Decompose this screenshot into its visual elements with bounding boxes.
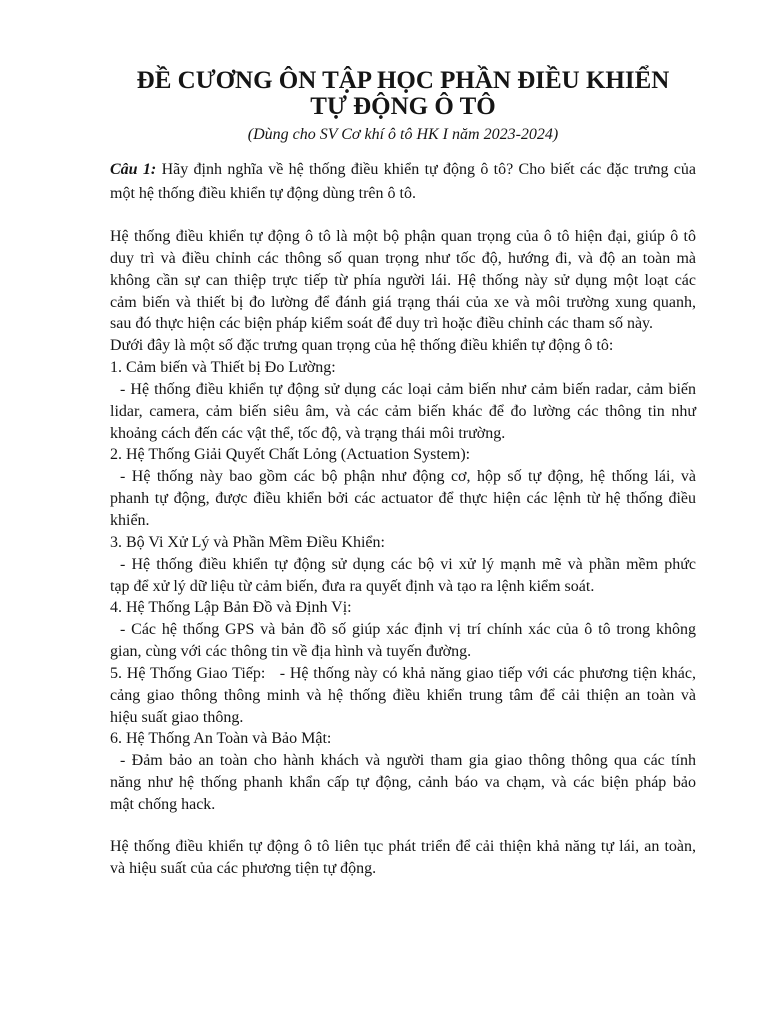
title-line: TỰ ĐỘNG Ô TÔ: [310, 93, 496, 120]
question-label: Câu 1:: [110, 161, 157, 178]
text-line: hiệu suất giao thông.: [110, 708, 244, 726]
paragraph: [110, 619, 696, 663]
text-line: cảng giao thông thông minh và hệ thống điều khiển trung tâm để cải thiện an toàn và: [110, 686, 696, 704]
document-title: [110, 68, 696, 120]
text-line: khoảng cách đến các vật thể, tốc độ, và trạng thái môi trường.: [110, 424, 506, 442]
text-line: phanh tự động, được điều khiển bởi các actuator để thực hiện các lệnh từ hệ thống điều: [110, 490, 696, 508]
title-line: ĐỀ CƯƠNG ÔN TẬP HỌC PHẦN ĐIỀU KHIỂN: [136, 67, 670, 94]
paragraph: [110, 466, 696, 532]
text-line: - Đảm bảo an toàn cho hành khách và người tham gia giao thông thông qua các tính: [120, 752, 696, 770]
paragraph: [110, 750, 696, 816]
paragraph: [110, 836, 696, 880]
text-line: Hệ thống điều khiển tự động ô tô liên tục phát triển để cải thiện khả năng tự lái, an toàn,: [110, 838, 696, 855]
document-subtitle: (Dùng cho SV Cơ khí ô tô HK I năm 2023-2024): [247, 126, 559, 143]
text-line: 4. Hệ Thống Lập Bản Đồ và Định Vị:: [110, 599, 352, 617]
question-paragraph: [110, 158, 696, 206]
question-line: một hệ thống điều khiển tự động dùng trên ô tô.: [110, 185, 416, 202]
paragraph: [110, 597, 696, 619]
text-line: lidar, camera, cảm biến siêu âm, và các cảm biến khác để đo lường các thông tin như: [110, 402, 696, 420]
paragraph: [110, 532, 696, 554]
text-line: sau đó thực hiện các biện pháp kiểm soát để duy trì hoặc điều chỉnh các tham số này.: [110, 315, 654, 333]
paragraph: [110, 444, 696, 466]
text-line: 6. Hệ Thống An Toàn và Bảo Mật:: [110, 730, 332, 748]
text-line: - Hệ thống điều khiển tự động sử dụng các loại cảm biến như cảm biến radar, cảm biến: [120, 380, 696, 398]
text-line: 5. Hệ Thống Giao Tiếp: - Hệ thống này có khả năng giao tiếp với các phương tiện khác,: [110, 664, 696, 682]
question-line: [110, 158, 696, 182]
paragraph: [110, 379, 696, 445]
text-line: Dưới đây là một số đặc trưng quan trọng của hệ thống điều khiển tự động ô tô:: [110, 337, 614, 355]
text-line: năng như hệ thống phanh khẩn cấp tự động, cảnh báo va chạm, và các biện pháp bảo: [110, 774, 696, 792]
text-line: 1. Cảm biến và Thiết bị Đo Lường:: [110, 359, 336, 377]
answer-body: [110, 226, 696, 816]
text-line: Hệ thống điều khiển tự động ô tô là một bộ phận quan trọng của ô tô hiện đại, giúp ô tô: [110, 228, 696, 245]
text-line: duy trì và điều chỉnh các thông số quan trọng như tốc độ, hướng đi, và độ an toàn mà: [110, 249, 696, 267]
paragraph: [110, 357, 696, 379]
text-line: không cần sự can thiệp trực tiếp từ phía người lái. Hệ thống này sử dụng một loạt các: [110, 271, 696, 289]
paragraph: [110, 554, 696, 598]
text-line: tạp để xử lý dữ liệu từ cảm biến, đưa ra quyết định và tạo ra lệnh kiểm soát.: [110, 577, 595, 595]
conclusion-body: [110, 836, 696, 880]
paragraph: [110, 663, 696, 729]
text-line: khiển.: [110, 511, 150, 529]
text-line: cảm biến và thiết bị đo lường để đánh giá trạng thái của xe và môi trường xung quanh,: [110, 293, 696, 311]
paragraph: [110, 226, 696, 335]
text-line: - Hệ thống điều khiển tự động sử dụng các bộ vi xử lý mạnh mẽ và phần mềm phức: [120, 555, 696, 573]
text-line: - Hệ thống này bao gồm các bộ phận như động cơ, hộp số tự động, hệ thống lái, và: [120, 468, 696, 486]
text-line: và hiệu suất của các phương tiện tự động.: [110, 859, 377, 877]
paragraph: [110, 335, 696, 357]
text-line: gian, cùng với các thông tin về địa hình và tuyến đường.: [110, 643, 472, 661]
text-line: 3. Bộ Vi Xử Lý và Phần Mềm Điều Khiển:: [110, 533, 385, 551]
question-text: Hãy định nghĩa về hệ thống điều khiển tự động ô tô? Cho biết các đặc trưng của: [161, 161, 697, 178]
text-line: - Các hệ thống GPS và bản đồ số giúp xác định vị trí chính xác của ô tô trong không: [120, 621, 696, 639]
text-line: mật chống hack.: [110, 795, 216, 813]
paragraph: [110, 728, 696, 750]
text-line: 2. Hệ Thống Giải Quyết Chất Lỏng (Actuation System):: [110, 446, 471, 464]
